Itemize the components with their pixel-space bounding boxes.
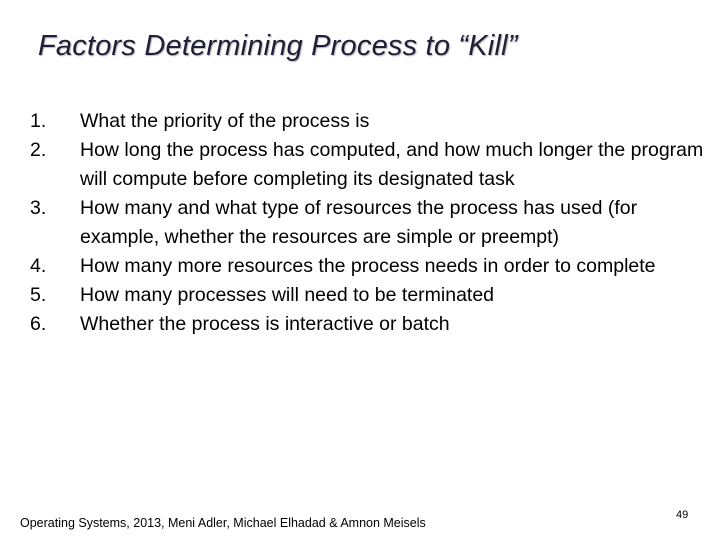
- list-item-text: How long the process has computed, and how much longer the program will compute before completing its designated task: [80, 139, 704, 190]
- list-item-text: How many and what type of resources the process has used (for example, whether the resources are simple or preempt): [80, 197, 638, 248]
- list-item-number: 6.: [30, 313, 47, 335]
- list-item: [30, 136, 710, 194]
- list-item-text: What the priority of the process is: [80, 110, 370, 132]
- page-number: 49: [676, 509, 689, 521]
- list-item: [30, 252, 710, 281]
- list-item-text: How many more resources the process needs in order to complete: [80, 255, 656, 277]
- list-item: [30, 194, 710, 252]
- list-item: [30, 107, 710, 136]
- list-item-number: 1.: [30, 110, 47, 132]
- list-item-number: 3.: [30, 197, 47, 219]
- list-item-number: 2.: [30, 139, 47, 161]
- list-item: [30, 310, 710, 339]
- slide-title: Factors Determining Process to “Kill”: [38, 30, 518, 62]
- list-item: [30, 281, 710, 310]
- list-item-text: How many processes will need to be terminated: [80, 284, 495, 306]
- slide-footer: Operating Systems, 2013, Meni Adler, Michael Elhadad & Amnon Meisels: [20, 516, 426, 530]
- list-item-number: 5.: [30, 284, 47, 306]
- list-item-text: Whether the process is interactive or batch: [80, 313, 450, 335]
- list-item-number: 4.: [30, 255, 47, 277]
- factors-list: [30, 107, 710, 339]
